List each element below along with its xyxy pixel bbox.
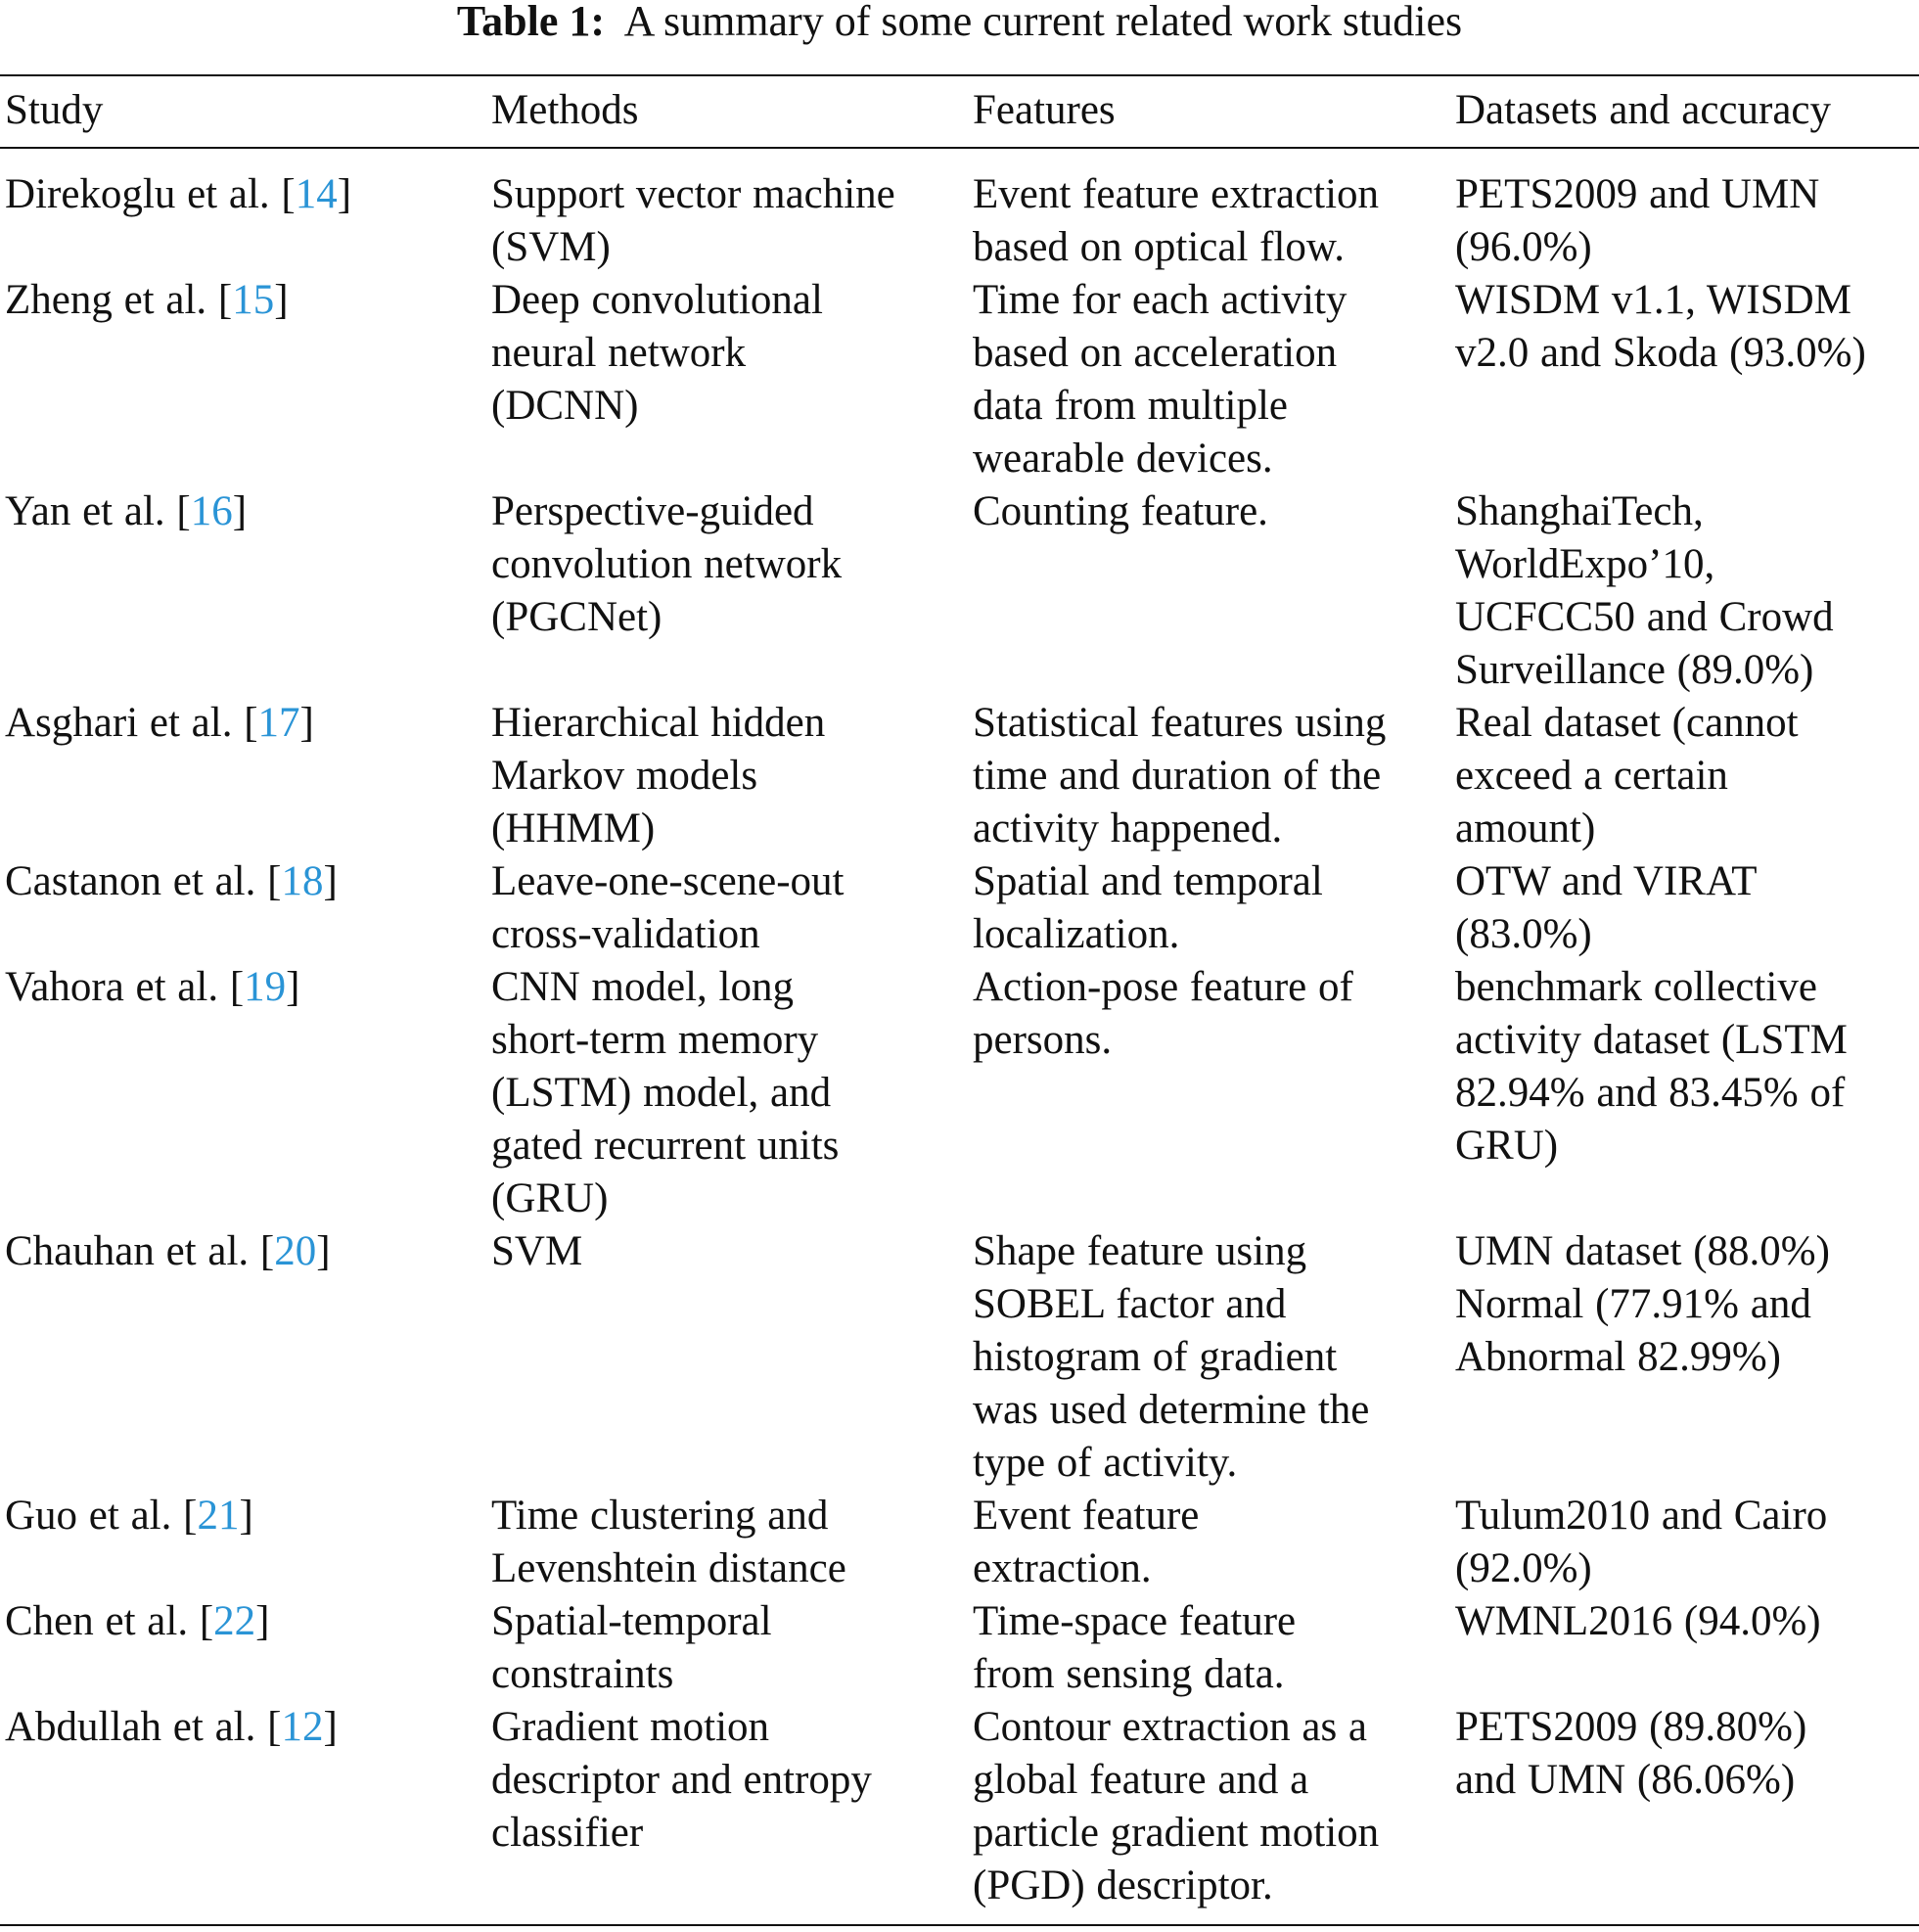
cell-line: Counting feature. — [973, 488, 1268, 534]
citation-link[interactable]: 22 — [213, 1598, 256, 1644]
cell-line: localization. — [973, 911, 1180, 957]
cell-study: Castanon et al. [18] — [5, 858, 338, 904]
cell-line: (SVM) — [491, 224, 611, 270]
table-row — [0, 485, 1919, 697]
cell-methods — [491, 1225, 961, 1278]
citation-link[interactable]: 12 — [281, 1704, 324, 1750]
cell-line: descriptor and entropy — [491, 1757, 872, 1803]
cell-features — [973, 168, 1440, 274]
cell-features — [973, 1595, 1440, 1701]
cell-line: (HHMM) — [491, 805, 656, 851]
study-author: Direkoglu et al. — [5, 171, 270, 217]
cell-line: (DCNN) — [491, 383, 639, 429]
cell-line: Hierarchical hidden — [491, 700, 826, 746]
cell-methods — [491, 1595, 961, 1701]
cell-datasets — [1455, 274, 1917, 380]
citation-link[interactable]: 21 — [197, 1493, 240, 1539]
cell-features — [973, 697, 1440, 855]
cell-line: GRU) — [1455, 1123, 1559, 1169]
cell-line: PETS2009 (89.80%) — [1455, 1704, 1807, 1750]
cell-line: Event feature — [973, 1493, 1200, 1539]
table-caption-text: A summary of some current related work studies — [623, 0, 1463, 45]
cell-line: Gradient motion — [491, 1704, 770, 1750]
cell-datasets — [1455, 1225, 1917, 1384]
cell-methods — [491, 1490, 961, 1595]
cell-line: Abnormal 82.99%) — [1455, 1334, 1781, 1380]
cell-line: type of activity. — [973, 1440, 1238, 1486]
cell-line: Support vector machine — [491, 171, 895, 217]
cell-line: Normal (77.91% and — [1455, 1281, 1811, 1327]
cell-line: Perspective-guided — [491, 488, 814, 534]
cell-features — [973, 1225, 1440, 1490]
cell-study: Guo et al. [21] — [5, 1493, 253, 1539]
citation-link[interactable]: 18 — [281, 858, 324, 904]
cell-line: (96.0%) — [1455, 224, 1592, 270]
cell-line: (GRU) — [491, 1175, 609, 1221]
cell-line: CNN model, long — [491, 964, 794, 1010]
cell-line: SOBEL factor and — [973, 1281, 1287, 1327]
cell-study: Yan et al. [16] — [5, 488, 248, 534]
cell-methods — [491, 274, 961, 433]
cell-line: benchmark collective — [1455, 964, 1817, 1010]
cell-features — [973, 274, 1440, 485]
cell-line: SVM — [491, 1228, 583, 1274]
cell-line: Action-pose feature of — [973, 964, 1353, 1010]
cell-line: Spatial-temporal — [491, 1598, 772, 1644]
table-body — [0, 168, 1919, 1912]
citation-link[interactable]: 17 — [257, 700, 300, 746]
cell-methods — [491, 1701, 961, 1860]
citation-link[interactable]: 15 — [232, 277, 275, 323]
cell-line: was used determine the — [973, 1387, 1370, 1433]
cell-line: Time for each activity — [973, 277, 1348, 323]
cell-methods — [491, 855, 961, 961]
citation-link[interactable]: 14 — [295, 171, 338, 217]
cell-features — [973, 961, 1440, 1067]
cell-line: global feature and a — [973, 1757, 1309, 1803]
study-author: Chen et al. — [5, 1598, 189, 1644]
cell-methods — [491, 168, 961, 274]
cell-datasets — [1455, 1490, 1917, 1595]
cell-datasets — [1455, 697, 1917, 855]
table-header-rule — [0, 147, 1919, 149]
cell-line: wearable devices. — [973, 436, 1273, 482]
table-header-row — [0, 84, 1919, 143]
cell-line: Tulum2010 and Cairo — [1455, 1493, 1828, 1539]
table-row — [0, 1490, 1919, 1595]
cell-study: Chauhan et al. [20] — [5, 1228, 331, 1274]
cell-line: Contour extraction as a — [973, 1704, 1368, 1750]
cell-line: particle gradient motion — [973, 1810, 1380, 1856]
cell-line: persons. — [973, 1017, 1113, 1063]
cell-line: WISDM v1.1, WISDM — [1455, 277, 1851, 323]
cell-line: short-term memory — [491, 1017, 819, 1063]
cell-datasets — [1455, 1595, 1917, 1648]
cell-features — [973, 855, 1440, 961]
study-author: Abdullah et al. — [5, 1704, 256, 1750]
cell-line: v2.0 and Skoda (93.0%) — [1455, 330, 1866, 376]
cell-line: Statistical features using — [973, 700, 1387, 746]
cell-line: exceed a certain — [1455, 753, 1728, 799]
cell-line: Levenshtein distance — [491, 1545, 846, 1591]
cell-line: Markov models — [491, 753, 758, 799]
study-author: Castanon et al. — [5, 858, 256, 904]
cell-line: based on optical flow. — [973, 224, 1345, 270]
table-row — [0, 168, 1919, 274]
cell-line: (PGD) descriptor. — [973, 1863, 1273, 1909]
cell-line: 82.94% and 83.45% of — [1455, 1070, 1846, 1116]
table-row — [0, 961, 1919, 1225]
cell-methods — [491, 697, 961, 855]
table-row — [0, 697, 1919, 855]
cell-line: (PGCNet) — [491, 594, 663, 640]
cell-line: data from multiple — [973, 383, 1289, 429]
cell-methods — [491, 961, 961, 1225]
cell-line: (92.0%) — [1455, 1545, 1592, 1591]
cell-line: and UMN (86.06%) — [1455, 1757, 1796, 1803]
cell-line: (LSTM) model, and — [491, 1070, 832, 1116]
study-author: Chauhan et al. — [5, 1228, 250, 1274]
column-header-methods: Methods — [491, 87, 639, 133]
cell-line: gated recurrent units — [491, 1123, 840, 1169]
study-author: Yan et al. — [5, 488, 165, 534]
cell-line: convolution network — [491, 541, 843, 587]
table-top-rule — [0, 74, 1919, 76]
cell-line: Event feature extraction — [973, 171, 1380, 217]
cell-line: cross-validation — [491, 911, 760, 957]
table-caption-label: Table 1: — [456, 0, 606, 45]
cell-datasets — [1455, 485, 1917, 697]
cell-study: Abdullah et al. [12] — [5, 1704, 338, 1750]
cell-line: Real dataset (cannot — [1455, 700, 1799, 746]
column-header-datasets: Datasets and accuracy — [1455, 87, 1832, 133]
cell-line: WorldExpo’10, — [1455, 541, 1715, 587]
citation-link[interactable]: 16 — [190, 488, 233, 534]
table-caption — [0, 0, 1919, 43]
cell-line: neural network — [491, 330, 747, 376]
cell-line: classifier — [491, 1810, 644, 1856]
cell-line: activity dataset (LSTM — [1455, 1017, 1848, 1063]
study-author: Vahora et al. — [5, 964, 219, 1010]
cell-line: constraints — [491, 1651, 674, 1697]
cell-datasets — [1455, 961, 1917, 1173]
cell-line: based on acceleration — [973, 330, 1338, 376]
citation-link[interactable]: 20 — [274, 1228, 317, 1274]
cell-line: Surveillance (89.0%) — [1455, 647, 1814, 693]
cell-study: Asghari et al. [17] — [5, 700, 314, 746]
cell-line: UMN dataset (88.0%) — [1455, 1228, 1830, 1274]
table-row — [0, 1595, 1919, 1701]
cell-study: Chen et al. [22] — [5, 1598, 270, 1644]
cell-line: WMNL2016 (94.0%) — [1455, 1598, 1821, 1644]
cell-line: Spatial and temporal — [973, 858, 1323, 904]
cell-line: ShanghaiTech, — [1455, 488, 1704, 534]
cell-line: Shape feature using — [973, 1228, 1307, 1274]
cell-line: histogram of gradient — [973, 1334, 1338, 1380]
table-row — [0, 1701, 1919, 1912]
cell-methods — [491, 485, 961, 644]
cell-datasets — [1455, 1701, 1917, 1807]
cell-line: extraction. — [973, 1545, 1152, 1591]
cell-study: Zheng et al. [15] — [5, 277, 289, 323]
cell-line: PETS2009 and UMN — [1455, 171, 1820, 217]
table-bottom-rule — [0, 1924, 1919, 1926]
column-header-features: Features — [973, 87, 1116, 133]
cell-features — [973, 1490, 1440, 1595]
cell-line: activity happened. — [973, 805, 1283, 851]
cell-datasets — [1455, 168, 1917, 274]
cell-study: Direkoglu et al. [14] — [5, 171, 352, 217]
column-header-study: Study — [5, 87, 104, 133]
cell-study: Vahora et al. [19] — [5, 964, 300, 1010]
cell-line: Time clustering and — [491, 1493, 829, 1539]
cell-line: Time-space feature — [973, 1598, 1297, 1644]
table-row — [0, 274, 1919, 485]
study-author: Zheng et al. — [5, 277, 207, 323]
cell-line: time and duration of the — [973, 753, 1382, 799]
cell-line: Deep convolutional — [491, 277, 823, 323]
study-author: Guo et al. — [5, 1493, 172, 1539]
cell-line: (83.0%) — [1455, 911, 1592, 957]
table-row — [0, 1225, 1919, 1490]
cell-line: from sensing data. — [973, 1651, 1285, 1697]
cell-features — [973, 485, 1440, 538]
cell-line: Leave-one-scene-out — [491, 858, 845, 904]
citation-link[interactable]: 19 — [244, 964, 287, 1010]
cell-features — [973, 1701, 1440, 1912]
table-row — [0, 855, 1919, 961]
study-author: Asghari et al. — [5, 700, 233, 746]
cell-line: amount) — [1455, 805, 1596, 851]
cell-line: OTW and VIRAT — [1455, 858, 1758, 904]
cell-datasets — [1455, 855, 1917, 961]
cell-line: UCFCC50 and Crowd — [1455, 594, 1834, 640]
